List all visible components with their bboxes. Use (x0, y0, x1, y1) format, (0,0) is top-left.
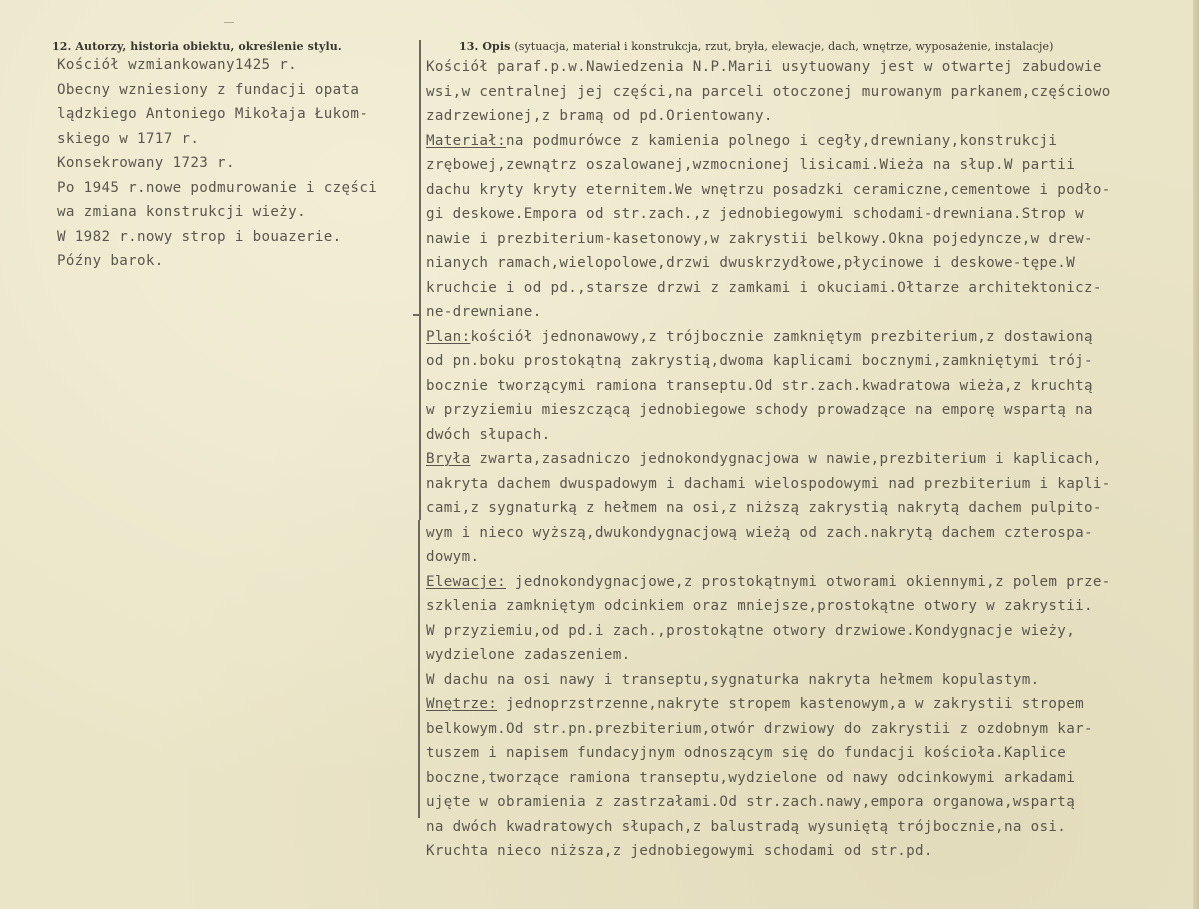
line-text: dwóch słupach. (426, 426, 551, 443)
line-text: nakryta dachem dwuspadowym i dachami wielospodowymi nad prezbiterium i kapli- (426, 475, 1111, 492)
line-text: zwarta,zasadniczo jednokondygnacjowa w nawie,prezbiterium i kaplicach, (470, 451, 1102, 467)
description-line (426, 398, 1111, 423)
divider-tick (413, 314, 421, 316)
line-text: zadrzewionej,z bramą od pd.Orientowany. (426, 108, 773, 124)
line-text: ujęte w obramienia z zastrzałami.Od str.zach.nawy,empora organowa,wspartą (426, 794, 1076, 810)
description-line (426, 521, 1111, 546)
line-text: Kościół paraf.p.w.Nawiedzenia N.P.Marii usytuowany jest w otwartej zabudowie (426, 59, 1102, 75)
history-line: Późny barok. (57, 253, 164, 269)
description-line (426, 349, 1111, 374)
line-text: bocznie tworzącymi ramiona transeptu.Od str.zach.kwadratowa wieża,z kruchtą (426, 377, 1093, 394)
line-text: dachu kryty kryty eternitem.We wnętrzu posadzki ceramiczne,cementowe i podło- (426, 181, 1111, 198)
description-line (426, 129, 1111, 154)
line-text: wsi,w centralnej jej części,na parceli otoczonej murowanym parkanem,częściowo (426, 83, 1111, 100)
description-line (426, 545, 1111, 570)
section-label: Bryła (426, 451, 471, 467)
line-text: od pn.boku prostokątną zakrystią,dwoma kaplicami bocznymi,zamkniętymi trój- (426, 353, 1093, 369)
description-line (426, 594, 1111, 619)
line-text: W przyziemiu,od pd.i zach.,prostokątne otwory drzwiowe.Kondygnacje wieży, (426, 622, 1076, 639)
line-text: cami,z sygnaturką z hełmem na osi,z niższą zakrystią nakrytą dachem pulpito- (426, 500, 1102, 516)
line-text: na podmurówce z kamienia polnego i cegły,drewniany,konstrukcji (506, 132, 1058, 149)
line-text: nianych ramach,wielopolowe,drzwi dwuskrzydłowe,płycinowe i deskowe-tępe.W (426, 255, 1076, 271)
section-label: Wnętrze: (426, 696, 498, 712)
history-line: Kościół wzmiankowany1425 r. (57, 57, 298, 73)
line-text: belkowym.Od str.pn.prezbiterium,otwór drzwiowy do zakrystii z ozdobnym kar- (426, 720, 1093, 737)
description-line (426, 300, 1111, 325)
description-line (426, 325, 1111, 350)
description-text-column (426, 55, 1111, 864)
history-line: Konsekrowany 1723 r. (57, 155, 235, 171)
section-label: Plan: (426, 328, 471, 345)
description-line (426, 472, 1111, 497)
description-line (426, 55, 1111, 80)
history-line: Po 1945 r.nowe podmurowanie i części (57, 179, 378, 196)
line-text: dowym. (426, 549, 480, 565)
description-line (426, 251, 1111, 276)
line-text: zrębowej,zewnątrz oszalowanej,wzmocnionej lisicami.Wieża na słup.W partii (426, 157, 1076, 173)
line-text: wym i nieco wyższą,dwukondygnacjową wieżą od zach.nakrytą dachem czterospa- (426, 524, 1093, 541)
section-label: Elewacje: (426, 573, 507, 590)
description-line (426, 815, 1111, 840)
line-text: boczne,tworzące ramiona transeptu,wydzielone od nawy odcinkowymi arkadami (426, 769, 1076, 786)
section-label: Materiał: (426, 132, 507, 149)
section-12-heading: 12. Autorzy, historia obiektu, określenie stylu. (52, 40, 342, 53)
description-line (426, 374, 1111, 399)
column-divider (419, 40, 421, 520)
description-line (426, 717, 1111, 742)
line-text: kruchcie i od pd.,starsze drzwi z zamkami i okuciami.Ołtarze architektonicz- (426, 279, 1102, 296)
section-13-heading-main: 13. Opis (459, 40, 511, 53)
line-text: w przyziemiu mieszczącą jednobiegowe schody prowadzące na emporę wspartą na (426, 402, 1093, 418)
line-text: Kruchta nieco niższa,z jednobiegowymi schodami od str.pd. (426, 843, 933, 859)
description-line (426, 227, 1111, 252)
description-line (426, 80, 1111, 105)
line-text: nawie i prezbiterium-kasetonowy,w zakrystii belkowy.Okna pojedyncze,w drew- (426, 230, 1093, 247)
description-line (426, 447, 1111, 472)
section-13-heading-sub: (sytuacja, materiał i konstrukcja, rzut, bryła, elewacje, dach, wnętrze, wyposażenie, instalacje) (514, 40, 1054, 53)
description-line (426, 692, 1111, 717)
description-line (426, 766, 1111, 791)
history-line: W 1982 r.nowy strop i bouazerie. (57, 228, 342, 245)
line-text: ne-drewniane. (426, 304, 542, 320)
description-line (426, 202, 1111, 227)
history-line: lądzkiego Antoniego Mikołaja Łukom- (57, 106, 369, 122)
line-text: wydzielone zadaszeniem. (426, 647, 631, 663)
column-divider-lower (418, 520, 420, 818)
description-line (426, 496, 1111, 521)
margin-mark (224, 22, 234, 23)
description-line (426, 643, 1111, 668)
description-line (426, 741, 1111, 766)
history-line: skiego w 1717 r. (57, 130, 200, 147)
description-line (426, 423, 1111, 448)
line-text: na dwóch kwadratowych słupach,z balustradą wysuniętą trójbocznie,na osi. (426, 818, 1067, 835)
line-text: jednoprzstrzenne,nakryte stropem kastenowym,a w zakrystii stropem (497, 696, 1084, 712)
line-text: jednokondygnacjowe,z prostokątnymi otworami okiennymi,z polem prze- (506, 573, 1111, 590)
description-line (426, 153, 1111, 178)
description-line (426, 178, 1111, 203)
history-text-column (57, 53, 377, 274)
page-edge (1193, 0, 1199, 909)
line-text: W dachu na osi nawy i transeptu,sygnaturka nakryta hełmem kopulastym. (426, 671, 1040, 688)
line-text: kościół jednonawowy,z trójbocznie zamkniętym prezbiterium,z dostawioną (470, 328, 1093, 345)
description-line (426, 104, 1111, 129)
history-line: wa zmiana konstrukcji wieży. (57, 204, 306, 220)
line-text: gi deskowe.Empora od str.zach.,z jednobiegowymi schodami-drewniana.Strop w (426, 206, 1084, 222)
line-text: szklenia zamkniętym odcinkiem oraz mniejsze,prostokątne otwory w zakrystii. (426, 598, 1093, 614)
description-line (426, 276, 1111, 301)
line-text: tuszem i napisem fundacyjnym odnoszącym się do fundacji kościoła.Kaplice (426, 745, 1067, 761)
description-line (426, 619, 1111, 644)
description-line (426, 839, 1111, 864)
description-line (426, 668, 1111, 693)
section-13-heading (459, 40, 1053, 53)
history-line: Obecny wzniesiony z fundacji opata (57, 81, 360, 98)
description-line (426, 790, 1111, 815)
description-line (426, 570, 1111, 595)
